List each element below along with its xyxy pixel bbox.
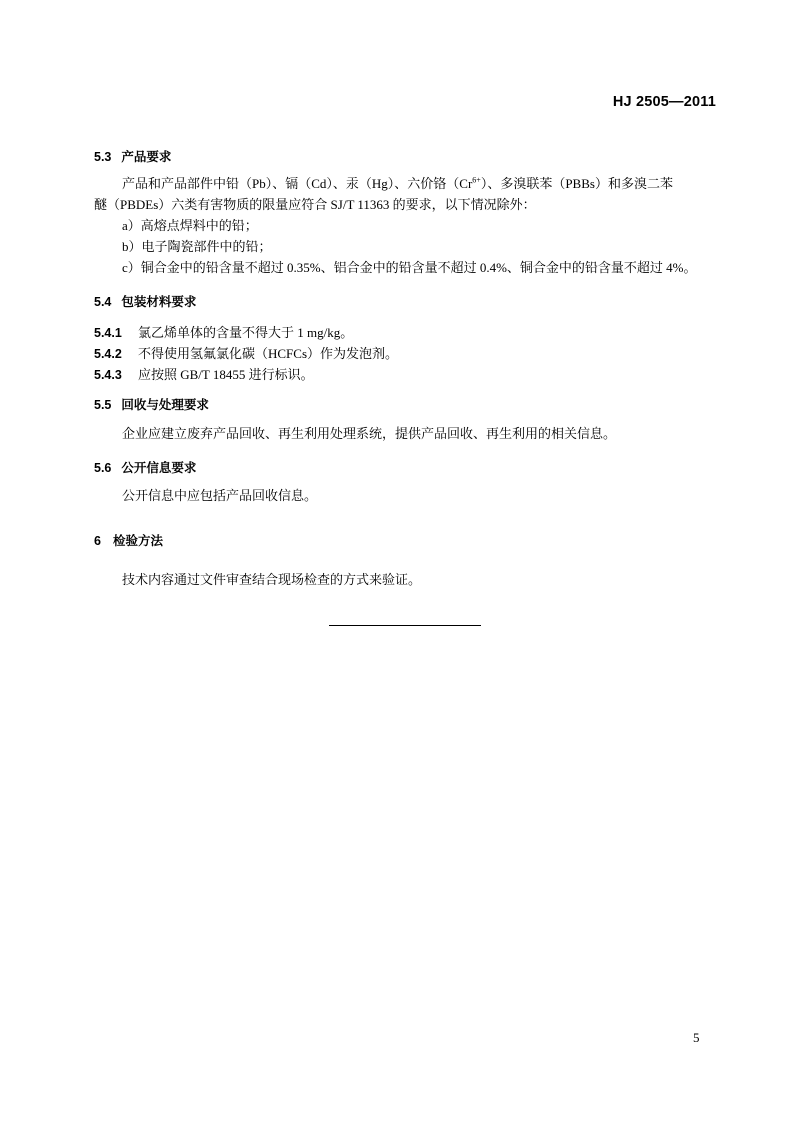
- section-title: 检验方法: [112, 534, 163, 548]
- subclause-number: 5.4.2: [94, 347, 122, 361]
- paragraph-text: 产品和产品部件中铅（Pb）、镉（Cd）、汞（Hg）、六价铬（Cr: [122, 176, 473, 191]
- paragraph: 公开信息中应包括产品回收信息。: [122, 488, 318, 503]
- list-item: a）高熔点焊料中的铅；: [122, 218, 258, 233]
- list-item: b）电子陶瓷部件中的铅；: [122, 239, 272, 254]
- subclause-5-4-3: [94, 364, 314, 383]
- section-title: 产品要求: [121, 150, 172, 164]
- list-item: c）铜合金中的铅含量不超过 0.35%、铝合金中的铅含量不超过 0.4%、铜合金中的铅含量不超过 4%。: [122, 260, 697, 275]
- page-number: 5: [693, 1030, 700, 1045]
- paragraph-text: ）、多溴联苯（PBBs）和多溴二苯: [480, 176, 673, 191]
- section-title: 公开信息要求: [121, 461, 197, 475]
- paragraph-line: 醚（PBDEs）六类有害物质的限量应符合 SJ/T 11363 的要求，以下情况除外：: [94, 197, 536, 212]
- subclause-number: 5.4.3: [94, 368, 122, 382]
- paragraph: 技术内容通过文件审查结合现场检查的方式来验证。: [122, 572, 422, 587]
- section-heading-5-5: [94, 395, 209, 413]
- subclause-number: 5.4.1: [94, 326, 122, 340]
- section-number: 5.4: [94, 295, 112, 309]
- section-number: 5.5: [94, 398, 112, 412]
- section-number: 5.3: [94, 150, 112, 164]
- section-heading-5-3: [94, 147, 171, 165]
- section-title: 包装材料要求: [121, 295, 197, 309]
- paragraph-line: [122, 174, 673, 194]
- subclause-5-4-2: [94, 343, 398, 362]
- section-heading-5-6: [94, 458, 196, 476]
- section-heading-5-4: [94, 292, 196, 310]
- section-number: 6: [94, 534, 101, 548]
- superscript: 6+: [472, 175, 481, 185]
- subclause-text: 应按照 GB/T 18455 进行标识。: [138, 367, 314, 382]
- end-of-document-rule: [329, 625, 481, 626]
- document-code: HJ 2505—2011: [612, 94, 716, 110]
- subclause-5-4-1: [94, 322, 353, 341]
- subclause-text: 氯乙烯单体的含量不得大于 1 mg/kg。: [138, 325, 354, 340]
- section-title: 回收与处理要求: [121, 398, 209, 412]
- section-heading-6: [94, 531, 163, 549]
- paragraph: 企业应建立废弃产品回收、再生利用处理系统，提供产品回收、再生利用的相关信息。: [122, 426, 617, 441]
- subclause-text: 不得使用氢氟氯化碳（HCFCs）作为发泡剂。: [138, 346, 399, 361]
- section-number: 5.6: [94, 461, 112, 475]
